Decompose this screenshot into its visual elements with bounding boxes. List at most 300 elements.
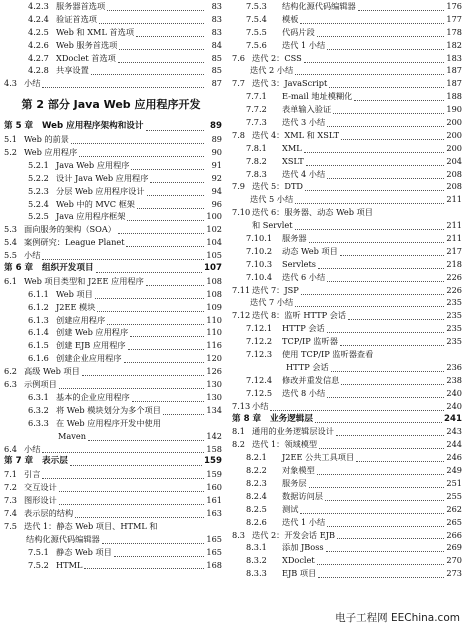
toc-entry[interactable] [0,559,222,572]
section-title: 创建企业应用程序 [56,353,122,364]
dot-leader [327,170,444,179]
section-title: 使用 TCP/IP 监听器查看 [282,349,374,360]
chapter-heading[interactable] [0,262,222,275]
toc-entry[interactable] [228,180,462,193]
toc-entry[interactable] [228,142,462,155]
toc-entry[interactable] [0,198,222,211]
toc-entry[interactable] [228,258,462,271]
toc-entry[interactable] [0,185,222,198]
section-title: Web 项目 [56,288,93,299]
section-number: 7.12.2 [246,336,273,347]
toc-entry[interactable] [0,494,222,507]
toc-entry[interactable] [0,417,222,430]
page-number: 273 [446,568,462,579]
toc-entry[interactable] [228,490,462,503]
page-number: 142 [206,430,222,441]
section-number: 8.2.1 [246,452,267,463]
section-number: 5.2 [4,147,18,158]
page-number: 235 [446,297,462,308]
dot-leader [70,457,202,466]
toc-entry[interactable] [228,451,462,464]
toc-entry[interactable] [228,232,462,245]
page-number: 107 [204,263,222,274]
section-number: 6.1.3 [28,314,49,325]
dot-leader [354,92,444,101]
toc-entry[interactable] [228,374,462,387]
section-number: 5.2.2 [28,172,49,183]
section-title: J2EE 公共工具项目 [282,452,355,463]
page-number: 120 [206,353,222,364]
dot-leader [300,15,444,24]
toc-entry[interactable] [0,172,222,185]
section-title: 业务逻辑层 [270,413,313,424]
section-title: 服务器首选项 [56,1,106,11]
dot-leader [340,337,444,346]
toc-entry[interactable] [0,236,222,249]
page-number: 218 [446,258,462,269]
section-title: 服务层 [282,477,307,488]
toc-entry[interactable] [0,0,222,13]
dot-leader [147,187,204,196]
toc-entry[interactable] [228,503,462,516]
toc-entry[interactable] [0,352,222,365]
toc-entry[interactable] [0,378,222,391]
chapter-heading[interactable] [0,120,222,133]
dot-leader [42,251,204,260]
toc-entry[interactable] [0,365,222,378]
dot-leader [325,492,444,501]
page-number: 187 [446,78,462,89]
page-number: 126 [206,366,222,377]
toc-entry[interactable] [228,567,462,580]
page-number: 190 [446,104,462,115]
section-title: 迭代 2：开发会话 EJB [252,529,336,540]
section-title: 迭代 8 小结 [282,387,326,398]
section-title: E-mail 地址模糊化 [282,91,353,102]
section-title: 迭代 5：DTD [252,181,303,192]
toc-entry[interactable] [228,245,462,258]
dot-leader [102,535,204,544]
dot-leader [356,453,444,462]
toc-entry[interactable] [228,541,462,554]
toc-entry[interactable] [0,64,222,77]
dot-leader [318,569,444,578]
page-number: 105 [206,250,222,261]
page-number: 85 [211,65,222,76]
toc-entry[interactable] [0,391,222,404]
dot-leader [327,273,444,282]
section-title: 迭代 1 小结 [282,516,326,527]
toc-entry[interactable] [0,249,222,262]
chapter-heading[interactable] [228,413,462,426]
toc-entry[interactable] [0,77,222,90]
section-number: 6.1.4 [28,327,49,338]
toc-entry[interactable] [0,301,222,314]
dot-leader [124,354,204,363]
section-number: 7.1 [4,469,18,480]
section-number: 6.1.5 [28,340,49,351]
section-number: 6.3.1 [28,391,49,402]
page-number: 187 [446,65,462,76]
dot-leader [318,260,444,269]
toc-entry[interactable] [228,322,462,335]
dot-leader [146,122,205,131]
section-number: 7.8 [232,129,246,140]
toc-entry[interactable] [228,335,462,348]
dot-leader [327,118,444,127]
page-number: 161 [206,495,222,506]
toc-entry[interactable] [228,103,462,116]
section-title: 示例项目 [24,379,57,390]
toc-entry[interactable] [228,39,462,52]
dot-leader [327,324,444,333]
toc-entry[interactable] [0,133,222,146]
page-number: 211 [446,194,462,205]
section-title: 迭代 1 小结 [282,39,326,50]
toc-entry[interactable] [228,477,462,490]
section-title: 小结 [24,250,41,261]
toc-entry[interactable] [228,464,462,477]
dot-leader [326,543,444,552]
section-number: 8.2.5 [246,503,267,514]
toc-right-column [228,0,462,580]
dot-leader [315,414,442,423]
section-number: 6.1 [4,275,18,286]
section-title: 交互设计 [24,482,57,493]
toc-entry[interactable] [0,546,222,559]
section-title: 修改并重发信息 [282,374,340,385]
page-number: 200 [446,129,462,140]
toc-entry[interactable] [228,155,462,168]
toc-entry[interactable] [0,339,222,352]
dot-leader [107,2,204,11]
dot-leader [130,328,204,337]
part-heading: 第 2 部分 Java Web 应用程序开发 [21,98,201,112]
dot-leader [348,311,444,320]
dot-leader [305,182,444,191]
section-title: 创建应用程序 [56,314,106,325]
toc-entry[interactable] [228,64,462,77]
section-number: 8.3.3 [246,568,267,579]
toc-entry[interactable] [0,314,222,327]
page-number: 226 [446,284,462,295]
toc-entry[interactable] [0,275,222,288]
section-number: 7.5 [4,520,18,531]
section-title: 将 Web 模块划分为多个项目 [56,404,161,415]
section-title: 小结 [252,400,269,411]
page-number: 91 [211,159,222,170]
section-number: 7.6 [232,52,246,63]
page-number: 102 [206,224,222,235]
page-number: 240 [446,387,462,398]
section-number: 6.1.1 [28,288,49,299]
page-number: 163 [206,507,222,518]
section-number: 7.8.2 [246,155,267,166]
toc-entry[interactable] [0,468,222,481]
page-number: 188 [446,91,462,102]
section-number: 8.3 [232,529,246,540]
toc-entry[interactable] [228,77,462,90]
section-title: 添加 JBoss [282,542,324,553]
section-number: 7.10.2 [246,245,273,256]
section-title: XSLT [282,155,304,166]
section-title: 表示层的结构 [24,507,74,518]
toc-entry[interactable] [0,507,222,520]
section-title: Web 服务首选项 [56,39,118,50]
dot-leader [84,560,204,569]
section-number: 7.11 [232,284,251,295]
page-number: 204 [446,155,462,166]
dot-leader [118,225,204,234]
page-number: 238 [446,374,462,385]
toc-entry[interactable] [0,210,222,223]
dot-leader [295,298,444,307]
toc-entry[interactable] [228,26,462,39]
page-number: 83 [211,13,222,24]
toc-entry[interactable] [0,533,222,546]
toc-entry[interactable] [0,404,222,417]
page-number: 89 [211,134,222,145]
toc-entry[interactable] [228,90,462,103]
toc-entry[interactable] [228,193,462,206]
section-title: 创建 EJB 应用程序 [56,340,126,351]
section-title: 和 Servlet [252,220,293,231]
toc-entry[interactable] [0,39,222,52]
page-number: 217 [446,245,462,256]
section-title: 引言 [24,469,41,480]
section-number: 4.2.5 [28,26,49,37]
dot-leader [99,15,204,24]
section-number: 7.12.1 [246,323,273,334]
section-title: Web 中的 MVC 框架 [56,198,135,209]
section-title: 共享设置 [56,65,89,76]
section-number: 7.5.5 [246,26,267,37]
page-number: 165 [206,533,222,544]
page-number: 168 [206,559,222,570]
section-number: 7.7.2 [246,104,267,115]
toc-entry[interactable] [0,26,222,39]
page-number: 208 [446,168,462,179]
toc-entry[interactable] [228,206,462,219]
toc-entry[interactable] [228,271,462,284]
section-title: Web 应用程序架构和设计 [42,121,144,132]
dot-leader [114,548,204,557]
page-number: 108 [206,275,222,286]
page-number: 178 [446,26,462,37]
section-title: 迭代 1：领域模型 [252,439,318,450]
toc-entry[interactable] [0,288,222,301]
toc-entry[interactable] [228,0,462,13]
page-number: 100 [206,211,222,222]
page-number: 83 [211,1,222,11]
page-number: 85 [211,52,222,63]
dot-leader [97,303,204,312]
toc-entry[interactable] [228,168,462,181]
section-number: 7.10.4 [246,271,273,282]
dot-leader [295,221,444,230]
section-title: 迭代 3 小结 [282,117,326,128]
section-number: 8.2.4 [246,490,267,501]
page-number: 255 [446,490,462,501]
section-number: 7.5.3 [246,1,267,11]
page-number: 241 [444,413,462,424]
section-title: TCP/IP 监听器 [282,336,338,347]
toc-entry[interactable] [0,13,222,26]
section-number: 4.2.6 [28,39,49,50]
section-number: 7.5.4 [246,13,267,24]
section-number: 8.2.2 [246,465,267,476]
toc-entry[interactable] [0,159,222,172]
dot-leader [132,393,204,402]
dot-leader [327,389,444,398]
toc-entry[interactable] [228,554,462,567]
section-number: 7.8.3 [246,168,267,179]
section-number: 6.3.2 [28,404,49,415]
page-number: 110 [206,327,222,338]
toc-entry[interactable] [228,529,462,542]
dot-leader [306,157,444,166]
toc-entry[interactable] [0,481,222,494]
section-number: 7.12.3 [246,349,273,360]
dot-leader [295,66,444,75]
toc-entry[interactable] [0,223,222,236]
toc-entry[interactable] [228,387,462,400]
page-number: 249 [446,465,462,476]
dot-leader [270,402,444,411]
section-number: 7.5.1 [28,546,49,557]
page-number: 235 [446,336,462,347]
page-number: 159 [204,456,222,467]
dot-leader [327,41,444,50]
section-title: 小结 [24,443,41,454]
page-number: 134 [206,404,222,415]
section-number: 4.2.7 [28,52,49,63]
toc-entry[interactable] [0,430,222,443]
chapter-heading[interactable] [0,455,222,468]
section-number: 5.1 [4,134,18,145]
dot-leader [95,290,204,299]
section-number: 8.1 [232,426,246,437]
toc-entry[interactable] [0,326,222,339]
section-number: 5.2.5 [28,211,49,222]
section-title: Java 应用程序框架 [56,211,126,222]
toc-entry[interactable] [228,52,462,65]
dot-leader [358,2,444,11]
toc-entry[interactable] [228,348,462,361]
dot-leader [304,144,444,153]
dot-leader [336,427,444,436]
toc-entry[interactable] [0,443,222,456]
dot-leader [119,41,204,50]
toc-entry[interactable] [228,116,462,129]
section-number: 7.5.2 [28,559,49,570]
toc-entry[interactable] [228,438,462,451]
page-number: 87 [211,78,222,89]
dot-leader [131,161,204,170]
section-number: 4.3 [4,78,18,89]
dot-leader [300,505,444,514]
page-number: 265 [446,516,462,527]
page-number: 235 [446,323,462,334]
section-number: 7.10.3 [246,258,273,269]
section-title: 迭代 7：JSP [252,284,299,295]
toc-entry[interactable] [228,361,462,374]
toc-entry[interactable] [0,520,222,533]
toc-entry[interactable] [0,52,222,65]
dot-leader [327,518,444,527]
section-number: 7.12 [232,310,251,321]
section-title: 迭代 7 小结 [250,297,294,308]
section-number: 7.13 [232,400,251,411]
section-number: 7.7.3 [246,117,267,128]
page-number: 110 [206,314,222,325]
toc-entry[interactable] [228,425,462,438]
dot-leader [107,316,204,325]
toc-entry[interactable] [228,219,462,232]
page-number: 270 [446,555,462,566]
dot-leader [79,148,204,157]
section-number: 7.12.4 [246,374,273,385]
page-number: 266 [446,529,462,540]
section-number: 7.10.1 [246,233,273,244]
section-title: 迭代 6：服务器、动态 Web 项目 [252,207,373,218]
section-number: 7.12.5 [246,387,273,398]
section-title: 图形设计 [24,495,57,506]
section-number: 8.3.2 [246,555,267,566]
toc-entry[interactable] [228,309,462,322]
dot-leader [317,28,444,37]
dot-leader [146,277,204,286]
dot-leader [127,212,204,221]
dot-leader [75,509,204,518]
page-number: 251 [446,477,462,488]
section-number: 4.2.4 [28,13,49,24]
toc-entry[interactable] [228,296,462,309]
dot-leader [309,234,444,243]
toc-entry[interactable] [0,146,222,159]
section-title: HTML [56,559,83,570]
dot-leader [71,135,204,144]
toc-entry[interactable] [228,129,462,142]
dot-leader [309,479,444,488]
dot-leader [118,54,204,63]
section-title: Java Web 应用程序 [56,159,130,170]
toc-entry[interactable] [228,516,462,529]
page-number: 200 [446,142,462,153]
dot-leader [163,406,204,415]
dot-leader [91,66,204,75]
dot-leader [59,483,204,492]
watermark: 电子工程网 EEChina.com [335,612,460,624]
section-title: 代码片段 [282,26,315,37]
dot-leader [301,286,444,295]
dot-leader [88,432,204,441]
section-title: 小结 [24,78,41,89]
page-number: 89 [210,121,222,132]
dot-leader [42,470,204,479]
page-number: 130 [206,379,222,390]
section-number: 5.3 [4,224,18,235]
toc-entry[interactable] [228,13,462,26]
section-title: 设计 Java Web 应用程序 [56,172,149,183]
toc-entry[interactable] [228,400,462,413]
page-number: 90 [211,147,222,158]
section-number: 4.2.3 [28,1,49,11]
toc-entry[interactable] [228,284,462,297]
section-title: 表单输入验证 [282,104,332,115]
section-title: 对象模型 [282,465,315,476]
section-number: 8.2.6 [246,516,267,527]
